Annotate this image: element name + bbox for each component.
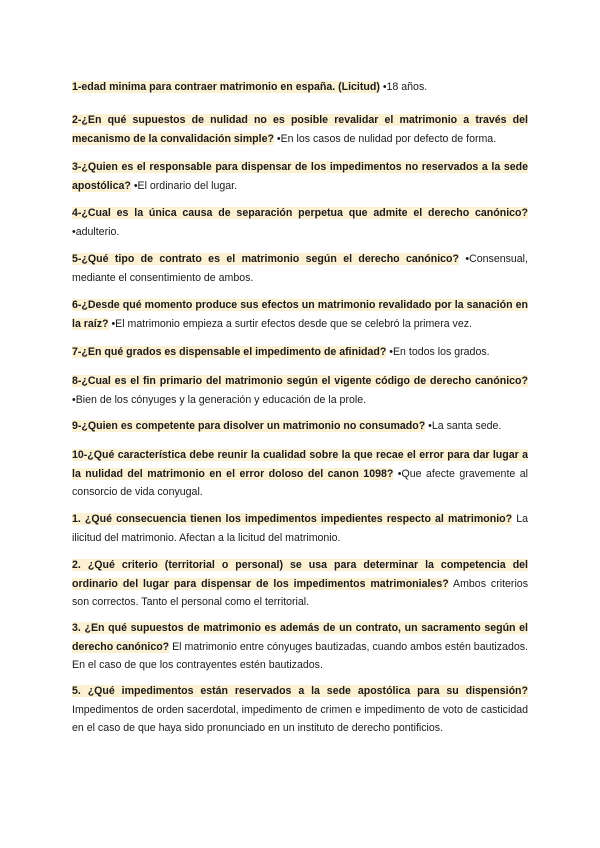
- qa-item-7: [72, 343, 528, 362]
- question-text: 8-¿Cual es el fin primario del matrimonio según el vigente código de derecho canónico?: [72, 375, 528, 387]
- answer-text: •Que afecte gravemente al consorcio de vida conyugal.: [72, 467, 528, 498]
- qa-item-3: [72, 158, 528, 195]
- question-text: 3. ¿En qué supuestos de matrimonio es además de un contrato, un sacramento según el derecho canónico?: [72, 622, 528, 653]
- qa-item-5: [72, 250, 528, 287]
- qa-item-9: [72, 417, 528, 436]
- qa-item-4: [72, 204, 528, 241]
- qa-item-10: [72, 446, 528, 502]
- question-text: 1. ¿Qué consecuencia tienen los impedimentos impedientes respecto al matrimonio?: [72, 513, 513, 525]
- question-text: 7-¿En qué grados es dispensable el impedimento de afinidad?: [72, 346, 387, 358]
- qa-item-13: [72, 619, 528, 675]
- question-text: 4-¿Cual es la única causa de separación perpetua que admite el derecho canónico?: [72, 207, 528, 219]
- answer-text: •Bien de los cónyuges y la generación y educación de la prole.: [72, 393, 367, 406]
- qa-item-1: [72, 78, 528, 97]
- answer-text: Ambos criterios son correctos. Tanto el personal como el territorial.: [72, 577, 528, 608]
- answer-text: •El ordinario del lugar.: [130, 179, 238, 192]
- question-text: 5-¿Qué tipo de contrato es el matrimonio según el derecho canónico?: [72, 253, 459, 265]
- qa-item-12: [72, 556, 528, 612]
- answer-text: •18 años.: [379, 81, 428, 93]
- answer-text: •adulterio.: [72, 225, 120, 238]
- question-text: 5. ¿Qué impedimentos están reservados a la sede apostólica para su dispensión?: [72, 685, 528, 697]
- answer-text: El matrimonio entre cónyuges bautizadas, cuando ambos estén bautizados. En el caso de que los contrayentes estén bautizados.: [72, 640, 528, 671]
- question-text: 1-edad minima para contraer matrimonio en españa. (Licitud): [72, 81, 380, 93]
- answer-text: •En los casos de nulidad por defecto de forma.: [273, 132, 497, 145]
- qa-item-2: [72, 111, 528, 148]
- question-text: 9-¿Quien es competente para disolver un matrimonio no consumado?: [72, 420, 426, 432]
- qa-item-11: [72, 510, 528, 547]
- answer-text: Impedimentos de orden sacerdotal, impedimento de crimen e impedimento de voto de casticidad en el caso de que haya sido pronunciado en un instituto de derecho pontificios.: [72, 703, 528, 734]
- answer-text: •La santa sede.: [425, 420, 502, 432]
- answer-text: •Consensual, mediante el consentimiento de ambos.: [72, 253, 528, 284]
- qa-item-6: [72, 296, 528, 333]
- question-text: 10-¿Qué característica debe reunir la cualidad sobre la que recae el error para dar lugar a la nulidad del matrimonio en el error doloso del canon 1098?: [72, 449, 528, 480]
- answer-text: •El matrimonio empieza a surtir efectos desde que se celebró la primera vez.: [108, 317, 472, 330]
- question-text: 2. ¿Qué criterio (territorial o personal) se usa para determinar la competencia del ordinario del lugar para dispensar de los impedimentos matrimoniales?: [72, 559, 528, 590]
- qa-item-8: [72, 372, 528, 409]
- question-text: 3-¿Quien es el responsable para dispensar de los impedimentos no reservados a la sede apostólica?: [72, 161, 528, 192]
- answer-text: •En todos los grados.: [386, 346, 490, 358]
- question-text: 2-¿En qué supuestos de nulidad no es posible revalidar el matrimonio a través del mecanismo de la convalidación simple?: [72, 114, 528, 145]
- answer-text: La ilicitud del matrimonio. Afectan a la licitud del matrimonio.: [72, 513, 528, 544]
- question-text: 6-¿Desde qué momento produce sus efectos un matrimonio revalidado por la sanación en la raíz?: [72, 299, 528, 330]
- qa-item-14: [72, 682, 528, 738]
